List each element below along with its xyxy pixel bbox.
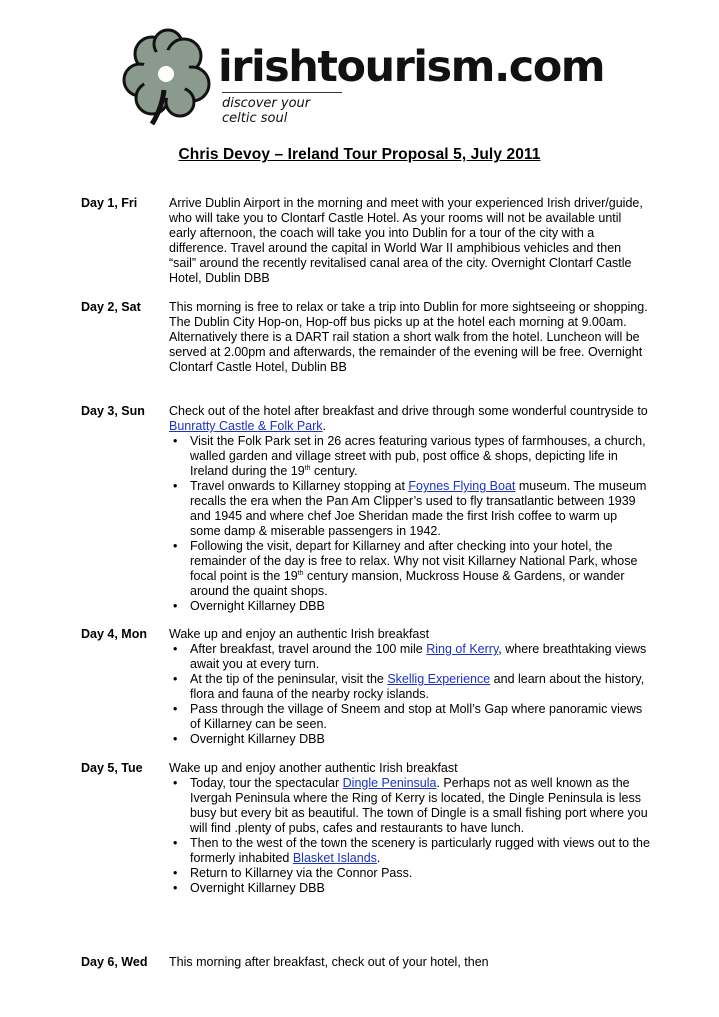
list-item: • After breakfast, travel around the 100 mile Ring of Kerry, where breathtaking views await you at every turn. [169, 642, 651, 672]
day-label: Day 1, Fri [81, 196, 138, 210]
list-item: • Today, tour the spectacular Dingle Peninsula. Perhaps not as well known as the Ivergah Peninsula where the Ring of Kerry is located, the Dingle Peninsula is less busy but every bit as beautiful. The town of Dingle is a small fishing port where you will find .plenty of pubs, cafes and restaurants to have lunch. [169, 776, 651, 836]
link-skellig[interactable]: Skellig Experience [387, 672, 491, 686]
list-item: • Following the visit, depart for Killarney and after checking into your hotel, the remainder of the day is free to relax. Why not visit Killarney National Park, whose focal point is the 19th century mansion, Muckross House & Gardens, or wander around the quaint shops. [169, 539, 651, 599]
list-item: • Then to the west of the town the scenery is particularly rugged with views out to the formerly inhabited Blasket Islands. [169, 836, 651, 866]
link-blasket[interactable]: Blasket Islands [292, 851, 377, 865]
day-2 [81, 300, 651, 375]
list-item: • Travel onwards to Killarney stopping at Foynes Flying Boat museum. The museum recalls the era when the Pan Am Clipper’s used to fly transatlantic between 1939 and 1945 and where chef Joe Sheridan made the first Irish coffee to warm up some damp & miserable passengers in 1942. [169, 479, 651, 539]
day-1 [81, 196, 651, 286]
day-label: Day 3, Sun [81, 404, 145, 418]
day-intro: Wake up and enjoy an authentic Irish breakfast [169, 627, 430, 641]
list-item: • Visit the Folk Park set in 26 acres featuring various types of farmhouses, a church, walled garden and village street with pub, post office & shops, depicting life in Ireland during the 19th century. [169, 434, 651, 479]
page-title: Chris Devoy – Ireland Tour Proposal 5, July 2011 [178, 146, 541, 163]
day-label: Day 5, Tue [81, 761, 143, 775]
day-3 [81, 404, 651, 614]
link-dingle[interactable]: Dingle Peninsula [342, 776, 437, 790]
link-bunratty[interactable]: Bunratty Castle & Folk Park [169, 419, 323, 433]
list-item: • Return to Killarney via the Connor Pass. [169, 866, 651, 881]
shamrock-icon [118, 28, 218, 128]
day-4 [81, 627, 651, 747]
day-label: Day 6, Wed [81, 955, 148, 969]
day-label: Day 2, Sat [81, 300, 141, 314]
logo-brand: irishtourism.com [218, 42, 605, 92]
list-item: • At the tip of the peninsular, visit the Skellig Experience and learn about the history, flora and fauna of the nearby rocky islands. [169, 672, 651, 702]
logo[interactable] [118, 28, 605, 128]
link-foynes[interactable]: Foynes Flying Boat [408, 479, 516, 493]
day-5 [81, 761, 651, 896]
day-bullets [169, 776, 651, 896]
list-item: • Overnight Killarney DBB [169, 599, 651, 614]
day-label: Day 4, Mon [81, 627, 147, 641]
day-text: This morning after breakfast, check out of your hotel, then [169, 955, 489, 969]
list-item: • Overnight Killarney DBB [169, 881, 651, 896]
list-item: • Overnight Killarney DBB [169, 732, 651, 747]
logo-tagline: discover your celtic soul [222, 92, 342, 126]
day-bullets [169, 434, 651, 614]
day-text: Arrive Dublin Airport in the morning and meet with your experienced Irish driver/guide, who will take you to Clontarf Castle Hotel. As your rooms will not be available until early afternoon, the coach will take you into Dublin for a tour of the city with a difference. Travel around the capital in World War II amphibious vehicles and then “sail” around the recently revitalised canal area of the city. Overnight Clontarf Castle Hotel, Dublin DBB [169, 196, 643, 285]
day-text: This morning is free to relax or take a trip into Dublin for more sightseeing or shopping. The Dublin City Hop-on, Hop-off bus picks up at the hotel each morning at 9.00am. Alternatively there is a DART rail station a short walk from the hotel. Luncheon will be served at 2.00pm and afterwards, the remainder of the evening will be free. Overnight Clontarf Castle Hotel, Dublin BB [169, 300, 648, 374]
day-intro: Wake up and enjoy another authentic Irish breakfast [169, 761, 458, 775]
link-ring-of-kerry[interactable]: Ring of Kerry [426, 642, 499, 656]
day-intro: Check out of the hotel after breakfast and drive through some wonderful countryside to Bunratty Castle & Folk Park. [169, 404, 648, 433]
day-6 [81, 955, 651, 970]
list-item: • Pass through the village of Sneem and stop at Moll’s Gap where panoramic views of Killarney can be seen. [169, 702, 651, 732]
day-bullets [169, 642, 651, 747]
